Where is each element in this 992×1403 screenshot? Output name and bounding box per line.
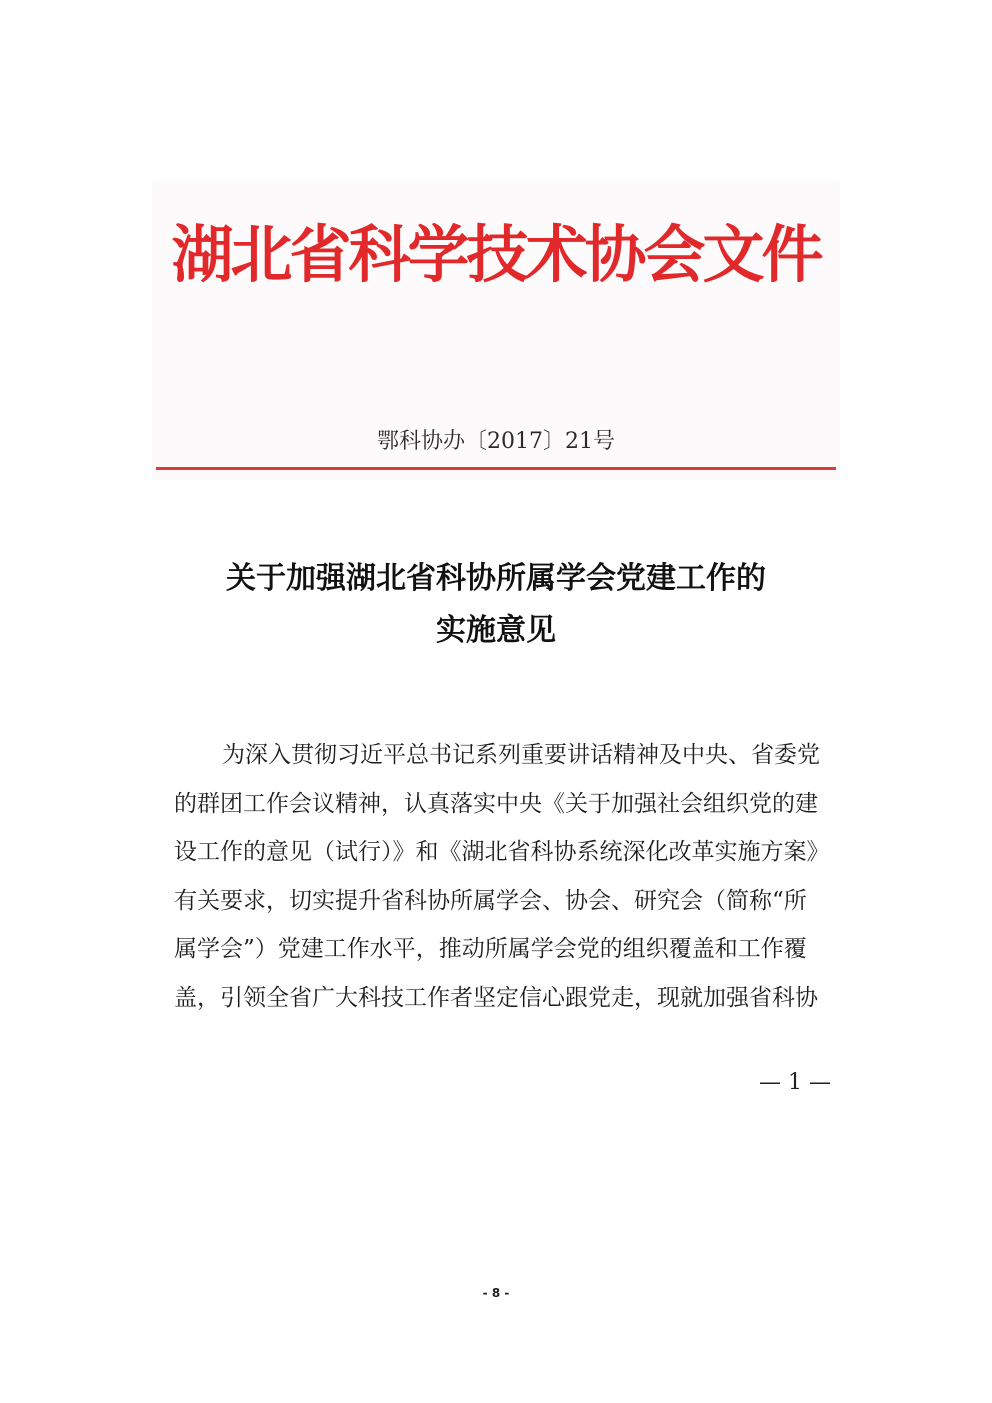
document-header-title: 湖北省科学技术协会文件	[171, 218, 821, 291]
document-title	[160, 553, 832, 657]
document-number: 鄂科协办〔2017〕21号	[377, 429, 615, 454]
body-line: 为深入贯彻习近平总书记系列重要讲话精神及中央、省委党	[222, 742, 820, 768]
document-title-line: 实施意见	[436, 613, 556, 648]
body-line: 设工作的意见（试行）》和《湖北省科协系统深化改革实施方案》	[174, 839, 830, 865]
footer-page-label: - 8 -	[482, 1286, 510, 1300]
body-line: 的群团工作会议精神，认真落实中央《关于加强社会组织党的建	[174, 790, 818, 817]
body-paragraph	[174, 731, 850, 1022]
red-divider-line	[156, 467, 836, 470]
document-title-line: 关于加强湖北省科协所属学会党建工作的	[226, 561, 766, 596]
document-page-number: — 1 —	[759, 1070, 831, 1095]
body-line: 有关要求，切实提升省科协所属学会、协会、研究会（简称“所	[174, 887, 807, 914]
body-line: 盖，引领全省广大科技工作者坚定信心跟党走，现就加强省科协	[174, 984, 818, 1011]
body-line: 属学会”）党建工作水平，推动所属学会党的组织覆盖和工作覆	[174, 936, 807, 962]
